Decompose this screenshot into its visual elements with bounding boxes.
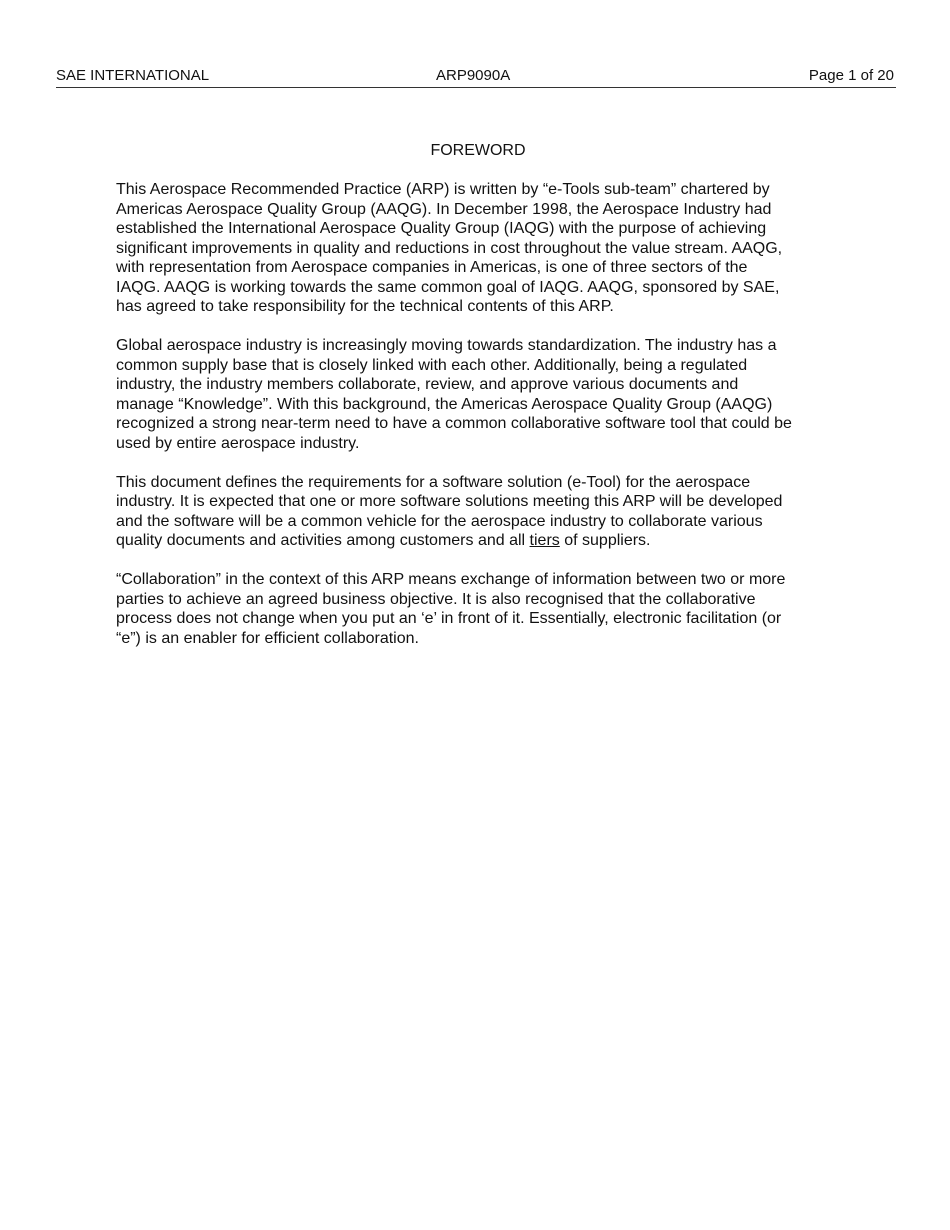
paragraph-line: with representation from Aerospace companies in Americas, is one of three sectors of the <box>116 259 748 276</box>
paragraph-line: and the software will be a common vehicle for the aerospace industry to collaborate various <box>116 512 763 530</box>
paragraph-line: common supply base that is closely linked with each other. Additionally, being a regulated <box>116 356 748 374</box>
paragraph-line: industry. It is expected that one or more software solutions meeting this ARP will be developed <box>116 493 783 510</box>
paragraph-line: has agreed to take responsibility for the technical contents of this ARP. <box>116 298 614 315</box>
paragraph-line: manage “Knowledge”. With this background, the Americas Aerospace Quality Group (AAQG) <box>116 395 773 413</box>
header-document-number: ARP9090A <box>436 67 511 84</box>
paragraph-line: Global aerospace industry is increasingly moving towards standardization. The industry has a <box>116 337 777 354</box>
paragraph-line: used by entire aerospace industry. <box>116 434 360 452</box>
paragraph-line: Americas Aerospace Quality Group (AAQG). In December 1998, the Aerospace Industry had <box>116 200 772 218</box>
paragraph-line: established the International Aerospace Quality Group (IAQG) with the purpose of achieving <box>116 220 767 237</box>
paragraph-line: parties to achieve an agreed business objective. It is also recognised that the collaborative <box>116 590 756 608</box>
paragraph-4 <box>116 570 846 648</box>
paragraph-line: industry, the industry members collaborate, review, and approve various documents and <box>116 376 739 393</box>
line-text-after: of suppliers. <box>559 532 651 549</box>
foreword-heading: FOREWORD <box>430 142 526 159</box>
paragraph-line: This Aerospace Recommended Practice (ARP) is written by “e-Tools sub-team” chartered by <box>116 181 770 198</box>
foreword-body <box>116 180 846 668</box>
paragraph-line: process does not change when you put an ‘e’ in front of it. Essentially, electronic facilitation (or <box>116 610 782 627</box>
underlined-word-tiers: tiers <box>529 532 560 549</box>
paragraph-line: “e”) is an enabler for efficient collaboration. <box>116 629 419 647</box>
paragraph-line: This document defines the requirements for a software solution (e-Tool) for the aerospace <box>116 473 751 491</box>
header-organization: SAE INTERNATIONAL <box>56 67 210 84</box>
page-header <box>56 66 896 88</box>
paragraph-1 <box>116 180 846 317</box>
paragraph-2 <box>116 336 846 453</box>
paragraph-line: significant improvements in quality and reductions in cost throughout the value stream. AAQG, <box>116 239 783 257</box>
paragraph-line <box>116 531 846 551</box>
paragraph-line: IAQG. AAQG is working towards the same common goal of IAQG. AAQG, sponsored by SAE, <box>116 278 780 296</box>
paragraph-line: recognized a strong near-term need to have a common collaborative software tool that could be <box>116 415 792 432</box>
paragraph-3 <box>116 473 846 551</box>
paragraph-line: “Collaboration” in the context of this ARP means exchange of information between two or more <box>116 571 786 588</box>
header-page-number: Page 1 of 20 <box>808 67 894 84</box>
line-text-before: quality documents and activities among customers and all <box>116 532 530 549</box>
